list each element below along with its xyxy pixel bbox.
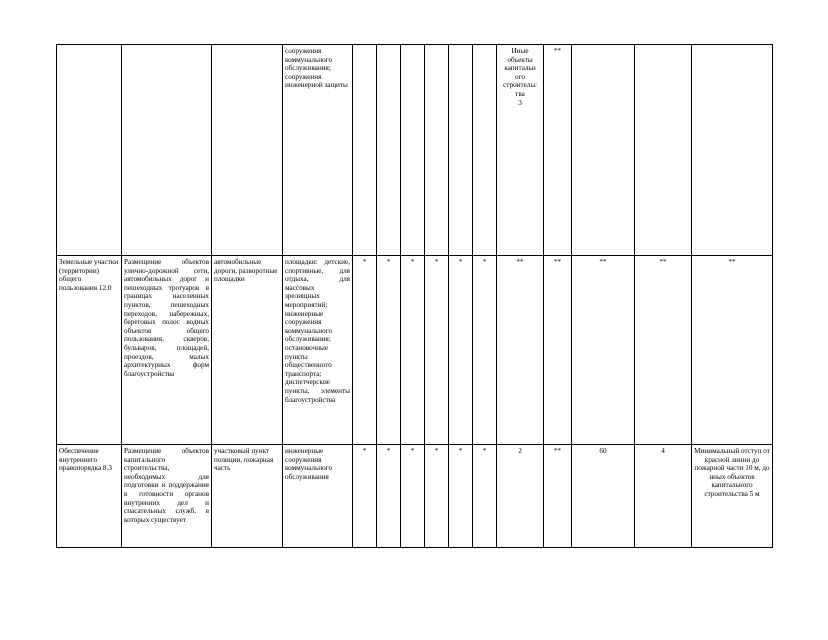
param-cell-7-text: Иные объекты капитальн ого строительс тва 3	[503, 47, 537, 107]
param-cell-3: *	[401, 445, 425, 548]
param-cell-3: *	[401, 256, 425, 445]
param-cell-8: **	[544, 445, 572, 548]
param-cell-10: **	[635, 256, 692, 445]
param-cell-5: *	[449, 445, 473, 548]
param-cell-8: **	[544, 45, 572, 256]
param-cell-11	[692, 45, 773, 256]
table-row	[57, 45, 773, 256]
param-cell-6: *	[473, 445, 497, 548]
param-cell-5	[449, 45, 473, 256]
land-use-name-cell: Обеспечение внутреннего правопорядка 8.3	[57, 445, 122, 548]
land-use-name-cell	[57, 45, 122, 256]
param-cell-11: Минимальный отступ от красной линии до пожарной части 10 м, до иных объектов капитального строительства 5 м	[692, 445, 773, 548]
param-cell-6: *	[473, 256, 497, 445]
param-cell-4: *	[425, 445, 449, 548]
param-cell-4: *	[425, 256, 449, 445]
auxiliary-kinds-cell: инженерные сооружения коммунального обслуживания	[283, 445, 353, 548]
param-cell-10: 4	[635, 445, 692, 548]
param-cell-7: **	[497, 256, 544, 445]
param-cell-10	[635, 45, 692, 256]
param-cell-1	[353, 45, 377, 256]
param-cell-2: *	[377, 256, 401, 445]
param-cell-9	[572, 45, 635, 256]
land-use-description-cell: Размещение объектов капитального строительства, необходимых для подготовки и поддержания в готовности органов внутренних дел и спасательных служб, в которых существует	[122, 445, 212, 548]
permitted-kinds-cell: участковый пункт полиции, пожарная часть	[212, 445, 283, 548]
param-cell-6	[473, 45, 497, 256]
param-cell-7	[497, 45, 544, 256]
auxiliary-kinds-cell: сооружения коммунального обслуживания; сооружения инженерной защиты	[283, 45, 353, 256]
param-cell-2	[377, 45, 401, 256]
param-cell-3	[401, 45, 425, 256]
param-cell-5: *	[449, 256, 473, 445]
table-row	[57, 445, 773, 548]
permitted-kinds-cell	[212, 45, 283, 256]
param-cell-4	[425, 45, 449, 256]
table-row	[57, 256, 773, 445]
param-cell-7: 2	[497, 445, 544, 548]
permitted-kinds-cell: автомобильные дороги, разворотные площадки	[212, 256, 283, 445]
param-cell-9: 60	[572, 445, 635, 548]
param-cell-1: *	[353, 445, 377, 548]
auxiliary-kinds-cell: площадки: детские, спортивные, для отдыха, для массовых зрелищных мероприятий; инженерные сооружения коммунального обслуживания; остановочные пункты общественного транспорта; диспетчерские пункты, элементы благоустройства	[283, 256, 353, 445]
land-use-description-cell	[122, 45, 212, 256]
param-cell-9: **	[572, 256, 635, 445]
param-cell-1: *	[353, 256, 377, 445]
zoning-regulations-table	[56, 44, 773, 548]
land-use-description-cell: Размещение объектов улично-дорожной сети, автомобильных дорог и пешеходных тротуаров в границах населенных пунктов, пешеходных переходов, набережных, береговых полос водных объектов общего пользования, скверов, бульваров, площадей, проездов, малых архитектурных форм благоустройства	[122, 256, 212, 445]
param-cell-11: **	[692, 256, 773, 445]
param-cell-2: *	[377, 445, 401, 548]
param-cell-8: **	[544, 256, 572, 445]
land-use-name-cell: Земельные участки (территории) общего пользования 12.0	[57, 256, 122, 445]
